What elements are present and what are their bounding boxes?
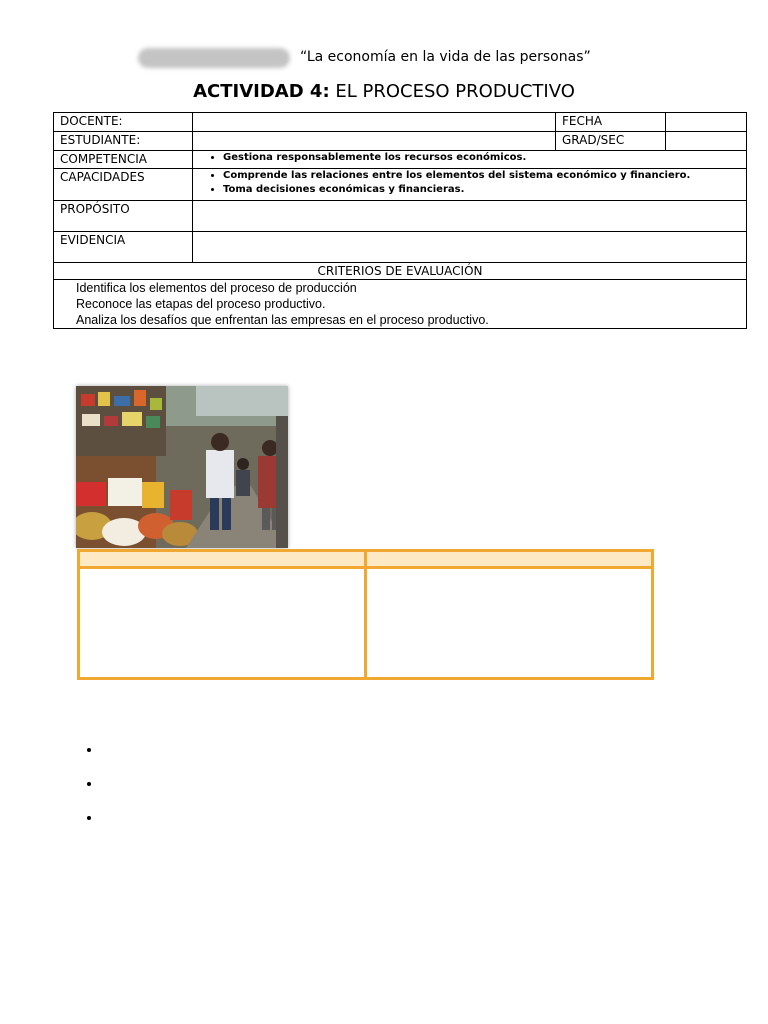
capacidad-item: • Comprende las relaciones entre los elementos del sistema económico y financiero. bbox=[223, 169, 740, 183]
grid-header-right bbox=[366, 551, 653, 568]
empty-bullet-list bbox=[80, 742, 102, 844]
competencia-item: • Gestiona responsablemente los recursos económicos. bbox=[223, 151, 740, 165]
competencia-content bbox=[193, 151, 747, 169]
fecha-field[interactable] bbox=[666, 113, 747, 132]
header-quote: “La economía en la vida de las personas” bbox=[300, 49, 591, 65]
response-grid bbox=[77, 549, 654, 680]
criterios-header: CRITERIOS DE EVALUACIÓN bbox=[54, 263, 747, 280]
evidencia-field[interactable] bbox=[193, 232, 747, 263]
grid-cell-left[interactable] bbox=[79, 568, 366, 679]
grid-header-left bbox=[79, 551, 366, 568]
fecha-label: FECHA bbox=[556, 113, 666, 132]
criterio-item: Reconoce las etapas del proceso productivo. bbox=[76, 297, 326, 311]
estudiante-label: ESTUDIANTE: bbox=[54, 132, 193, 151]
gradsec-label: GRAD/SEC bbox=[556, 132, 666, 151]
criterios-list bbox=[54, 280, 747, 329]
criterio-item: Identifica los elementos del proceso de producción bbox=[76, 281, 357, 295]
capacidades-content bbox=[193, 169, 747, 201]
evidencia-label: EVIDENCIA bbox=[54, 232, 193, 263]
redacted-logo bbox=[138, 48, 290, 68]
info-table bbox=[53, 112, 747, 329]
proposito-field[interactable] bbox=[193, 201, 747, 232]
title-topic: EL PROCESO PRODUCTIVO bbox=[329, 81, 575, 102]
capacidades-label: CAPACIDADES bbox=[54, 169, 193, 201]
page-title bbox=[0, 81, 768, 102]
gradsec-field[interactable] bbox=[666, 132, 747, 151]
competencia-label: COMPETENCIA bbox=[54, 151, 193, 169]
market-scene-image bbox=[76, 386, 288, 548]
market-photo bbox=[76, 386, 288, 548]
capacidad-item: • Toma decisiones económicas y financieras. bbox=[223, 183, 740, 197]
docente-label: DOCENTE: bbox=[54, 113, 193, 132]
title-activity: ACTIVIDAD 4: bbox=[193, 81, 330, 102]
estudiante-field[interactable] bbox=[193, 132, 556, 151]
proposito-label: PROPÓSITO bbox=[54, 201, 193, 232]
grid-cell-right[interactable] bbox=[366, 568, 653, 679]
criterio-item: Analiza los desafíos que enfrentan las empresas en el proceso productivo. bbox=[76, 313, 489, 327]
docente-field[interactable] bbox=[193, 113, 556, 132]
